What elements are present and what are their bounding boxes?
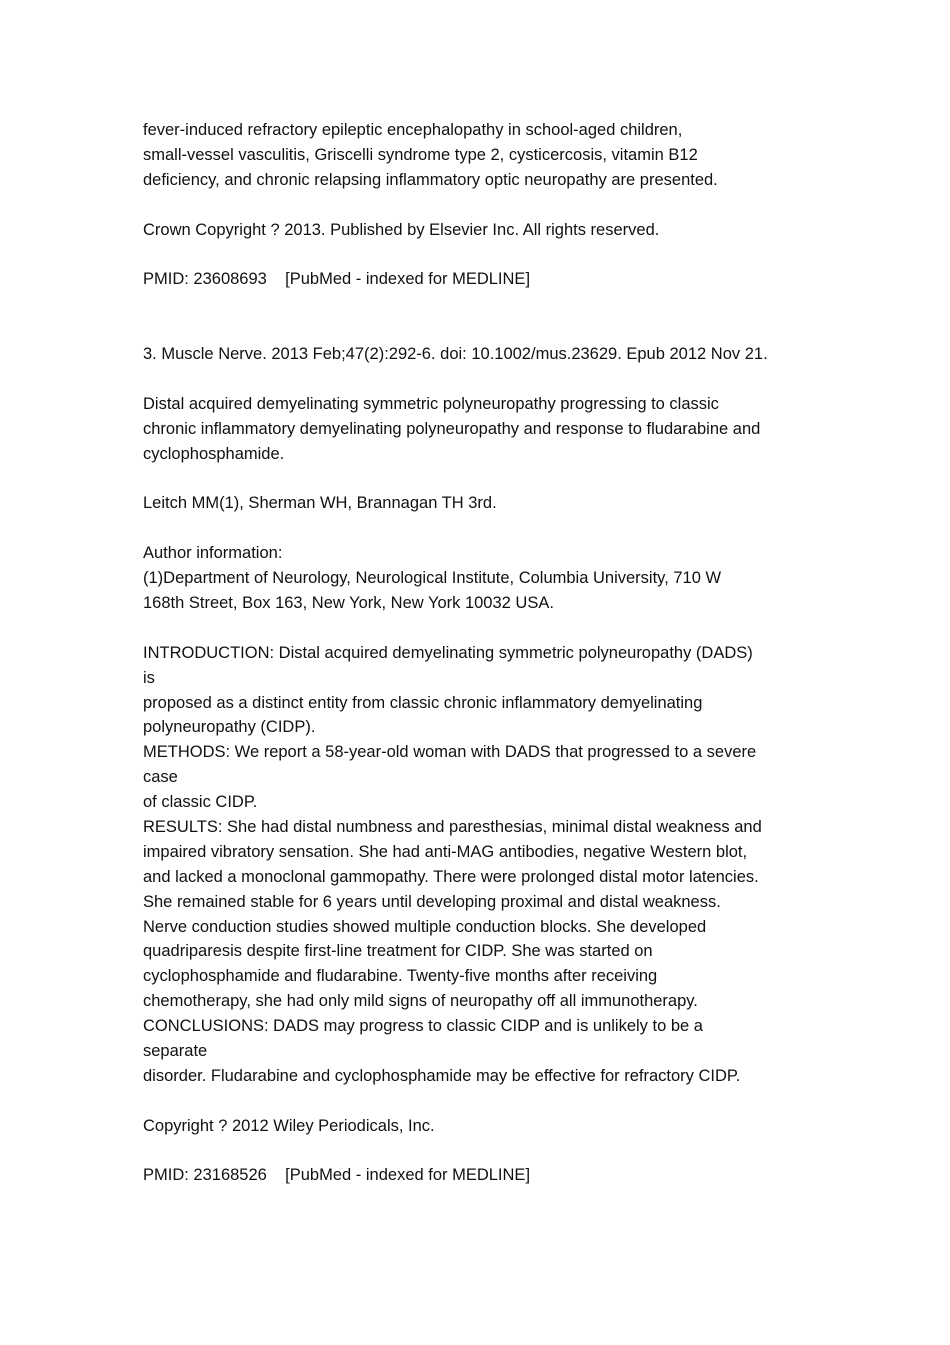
previous-abstract-tail: [143, 118, 843, 193]
abstract-line: deficiency, and chronic relapsing inflammatory optic neuropathy are presented.: [143, 170, 718, 189]
abstract-line: fever-induced refractory epileptic encephalopathy in school-aged children,: [143, 121, 683, 139]
author-info-heading: Author information:: [143, 544, 283, 563]
pmid: PMID: 23168526 [PubMed - indexed for MEDLINE]: [143, 1166, 531, 1185]
abstract-line: impaired vibratory sensation. She had anti-MAG antibodies, negative Western blot,: [143, 842, 748, 861]
article-title: [143, 392, 843, 467]
document-page: [143, 118, 843, 1188]
copyright: Copyright ? 2012 Wiley Periodicals, Inc.: [143, 1116, 435, 1135]
abstract-line: INTRODUCTION: Distal acquired demyelinating symmetric polyneuropathy (DADS): [143, 643, 753, 662]
abstract-line: case: [143, 768, 178, 787]
abstract-line: disorder. Fludarabine and cyclophosphamide may be effective for refractory CIDP.: [143, 1066, 741, 1085]
affiliation-line: (1)Department of Neurology, Neurological Institute, Columbia University, 710 W: [143, 569, 722, 588]
abstract-line: of classic CIDP.: [143, 793, 258, 812]
abstract-line: polyneuropathy (CIDP).: [143, 718, 316, 737]
abstract-line: quadriparesis despite first-line treatment for CIDP. She was started on: [143, 942, 653, 961]
title-line: cyclophosphamide.: [143, 444, 285, 463]
citation: 3. Muscle Nerve. 2013 Feb;47(2):292-6. doi: 10.1002/mus.23629. Epub 2012 Nov 21.: [143, 345, 768, 364]
abstract-line: CONCLUSIONS: DADS may progress to classic CIDP and is unlikely to be a: [143, 1017, 703, 1036]
authors: Leitch MM(1), Sherman WH, Brannagan TH 3rd.: [143, 494, 497, 513]
abstract-line: and lacked a monoclonal gammopathy. There were prolonged distal motor latencies.: [143, 867, 759, 886]
abstract-line: She remained stable for 6 years until developing proximal and distal weakness.: [143, 892, 721, 911]
abstract-line: chemotherapy, she had only mild signs of neuropathy off all immunotherapy.: [143, 992, 698, 1011]
previous-pmid: PMID: 23608693 [PubMed - indexed for MEDLINE]: [143, 270, 531, 289]
abstract-line: Nerve conduction studies showed multiple conduction blocks. She developed: [143, 917, 707, 936]
abstract-line: proposed as a distinct entity from classic chronic inflammatory demyelinating: [143, 693, 703, 712]
abstract-line: is: [143, 668, 155, 687]
author-information: [143, 541, 843, 616]
abstract-line: small-vessel vasculitis, Griscelli syndrome type 2, cysticercosis, vitamin B12: [143, 145, 698, 164]
affiliation-line: 168th Street, Box 163, New York, New York 10032 USA.: [143, 593, 554, 612]
abstract-line: METHODS: We report a 58-year-old woman with DADS that progressed to a severe: [143, 743, 757, 762]
abstract-line: cyclophosphamide and fludarabine. Twenty-five months after receiving: [143, 967, 658, 986]
previous-copyright: Crown Copyright ? 2013. Published by Elsevier Inc. All rights reserved.: [143, 220, 660, 239]
abstract: [143, 641, 843, 1089]
title-line: chronic inflammatory demyelinating polyneuropathy and response to fludarabine and: [143, 419, 761, 438]
abstract-line: RESULTS: She had distal numbness and paresthesias, minimal distal weakness and: [143, 817, 762, 836]
title-line: Distal acquired demyelinating symmetric polyneuropathy progressing to classic: [143, 394, 719, 413]
abstract-line: separate: [143, 1041, 208, 1060]
